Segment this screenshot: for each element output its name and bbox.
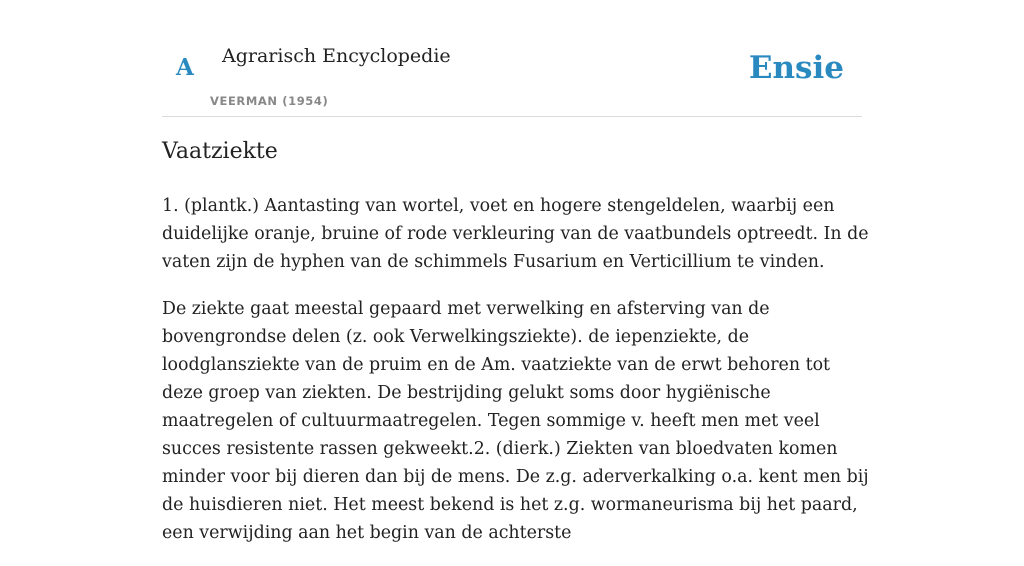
article-title: Vaatziekte: [162, 139, 278, 164]
header: [162, 0, 862, 117]
brand-logo[interactable]: Ensie: [748, 50, 844, 86]
book-author: VEERMAN (1954): [210, 94, 329, 108]
book-title-link[interactable]: Agrarisch Encyclopedie: [222, 45, 451, 67]
book-letter-badge[interactable]: A: [176, 54, 194, 81]
article-paragraph: 1. (plantk.) Aantasting van wortel, voet en hogere stengeldelen, waarbij een duidelijke oranje, bruine of rode verkleuring van de vaatbundels optreedt. In de vaten zijn de hyphen van de schimmels Fusarium en Verticillium te vinden.: [162, 196, 869, 272]
article-paragraph: De ziekte gaat meestal gepaard met verwelking en afsterving van de bovengrondse delen (z. ook Verwelkingsziekte). de iepenziekte, de loodglansziekte van de pruim en de Am. vaatziekte van de erwt behoren tot deze groep van ziekten. De bestrijding gelukt soms door hygiënische maatregelen of cultuurmaatregelen. Tegen sommige v. heeft men met veel succes resistente rassen gekweekt.2. (dierk.) Ziekten van bloedvaten komen minder voor bij dieren dan bij de mens. De z.g. aderverkalking o.a. kent men bij de huisdieren niet. Het meest bekend is het z.g. wormaneurisma bij het paard, een verwijding aan het begin van de achterste: [162, 299, 869, 543]
article-body: [162, 192, 872, 566]
